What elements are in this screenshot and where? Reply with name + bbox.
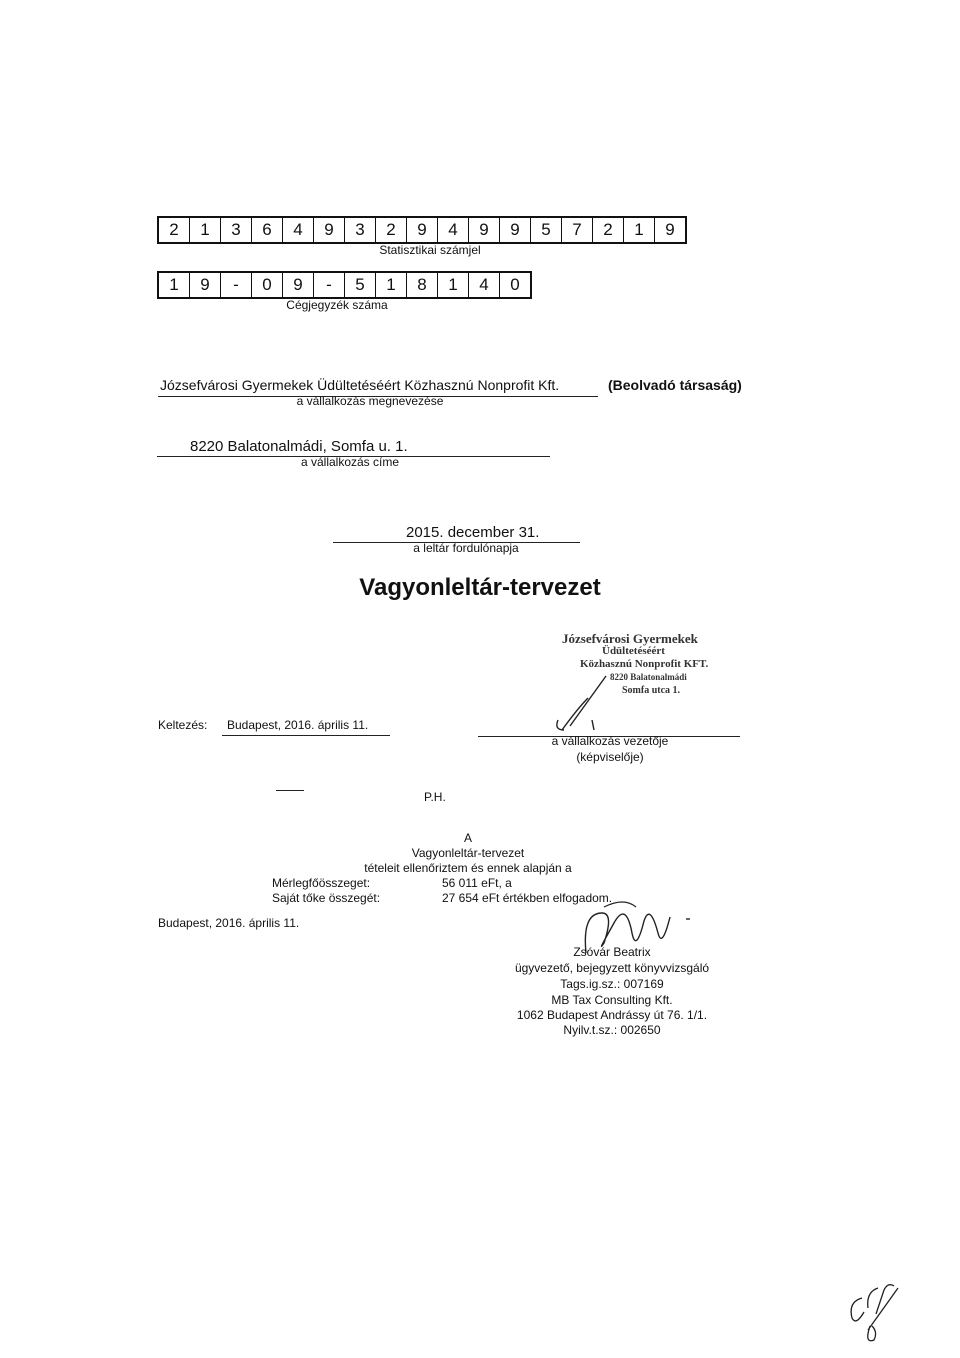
company-address: 8220 Balatonalmádi, Somfa u. 1. bbox=[190, 438, 408, 455]
statistical-number-caption: Statisztikai számjel bbox=[379, 243, 481, 257]
balance-value: 56 011 eFt, a bbox=[442, 876, 512, 890]
registry-number-digit: 5 bbox=[345, 273, 376, 297]
audit-place-date: Budapest, 2016. április 11. bbox=[158, 916, 300, 930]
stamp-line: Somfa utca 1. bbox=[622, 685, 681, 696]
stamp-line: Józsefvárosi Gyermekek bbox=[562, 631, 698, 646]
statistical-number-digit: 4 bbox=[438, 218, 469, 242]
inventory-date: 2015. december 31. bbox=[406, 524, 540, 541]
auditor-membership: Tags.ig.sz.: 007169 bbox=[560, 977, 664, 991]
statistical-number-digit: 5 bbox=[531, 218, 562, 242]
company-name: Józsefvárosi Gyermekek Üdültetéséért Közhasznú Nonprofit Kft. bbox=[160, 377, 560, 393]
registry-number-digit: - bbox=[221, 273, 252, 297]
statistical-number-digit: 2 bbox=[593, 218, 624, 242]
statistical-number-digit: 9 bbox=[407, 218, 438, 242]
company-address-caption: a vállalkozás címe bbox=[300, 455, 400, 469]
registry-number-digit: 9 bbox=[283, 273, 314, 297]
statistical-number-digit: 9 bbox=[665, 220, 675, 239]
audit-line-1: A bbox=[463, 831, 472, 845]
registry-number-digit: 9 bbox=[190, 273, 221, 297]
registry-number-digit: 0 bbox=[252, 273, 283, 297]
registry-number-digit: 8 bbox=[407, 273, 438, 297]
stamp-line: Üdültetéséért bbox=[602, 645, 665, 657]
balance-label: Mérlegfőösszeget: bbox=[272, 876, 371, 890]
signature-caption-2: (képviselője) bbox=[576, 750, 644, 764]
auditor-title: ügyvezető, bejegyzett könyvvizsgáló bbox=[514, 961, 710, 975]
statistical-number-digit: 3 bbox=[221, 218, 252, 242]
registry-number-digit: 4 bbox=[469, 273, 500, 297]
signature-caption-1: a vállalkozás vezetője bbox=[551, 734, 669, 748]
auditor-company: MB Tax Consulting Kft. bbox=[551, 993, 673, 1007]
statistical-number-boxes bbox=[157, 216, 687, 244]
statistical-number-digit: 9 bbox=[314, 218, 345, 242]
statistical-number-digit: 1 bbox=[624, 218, 655, 242]
registry-number-caption: Cégjegyzék száma bbox=[286, 298, 388, 312]
registry-number-digit: 1 bbox=[159, 273, 190, 297]
company-role: (Beolvadó társaság) bbox=[608, 377, 742, 393]
registry-number-boxes bbox=[157, 271, 532, 299]
statistical-number-digit: 9 bbox=[469, 218, 500, 242]
auditor-address: 1062 Budapest Andrássy út 76. 1/1. bbox=[516, 1008, 708, 1022]
registry-number-digit: 1 bbox=[438, 273, 469, 297]
registry-number-digit: 0 bbox=[510, 275, 520, 294]
equity-label: Saját tőke összegét: bbox=[272, 891, 381, 905]
audit-line-3: tételeit ellenőriztem és ennek alapján a bbox=[364, 861, 572, 875]
equity-value: 27 654 eFt értékben elfogadom. bbox=[442, 891, 613, 905]
dating-underline bbox=[222, 735, 390, 736]
statistical-number-digit: 1 bbox=[190, 218, 221, 242]
registry-number-digit: - bbox=[314, 273, 345, 297]
statistical-number-digit: 7 bbox=[562, 218, 593, 242]
registry-number-digit: 1 bbox=[376, 273, 407, 297]
ph-label: P.H. bbox=[424, 790, 446, 804]
inventory-date-caption: a leltár fordulónapja bbox=[413, 541, 519, 555]
initials-signature bbox=[838, 1268, 918, 1350]
company-name-caption: a vállalkozás megnevezése bbox=[296, 394, 444, 408]
short-dash bbox=[276, 790, 304, 791]
dating-value: Budapest, 2016. április 11. bbox=[227, 718, 369, 732]
statistical-number-digit: 9 bbox=[500, 218, 531, 242]
statistical-number-digit: 3 bbox=[345, 218, 376, 242]
auditor-name: Zsóvár Beatrix bbox=[573, 945, 651, 959]
dating-label: Keltezés: bbox=[158, 718, 208, 732]
manager-signature bbox=[548, 668, 638, 738]
audit-line-2: Vagyonleltár-tervezet bbox=[411, 846, 525, 860]
document-title: Vagyonleltár-tervezet bbox=[359, 574, 601, 601]
statistical-number-digit: 2 bbox=[159, 218, 190, 242]
stamp-line: Közhasznú Nonprofit KFT. bbox=[580, 658, 709, 670]
stamp-line: 8220 Balatonalmádi bbox=[610, 672, 687, 682]
statistical-number-digit: 6 bbox=[252, 218, 283, 242]
statistical-number-digit: 2 bbox=[376, 218, 407, 242]
statistical-number-digit: 4 bbox=[283, 218, 314, 242]
auditor-registry: Nyilv.t.sz.: 002650 bbox=[563, 1023, 661, 1037]
